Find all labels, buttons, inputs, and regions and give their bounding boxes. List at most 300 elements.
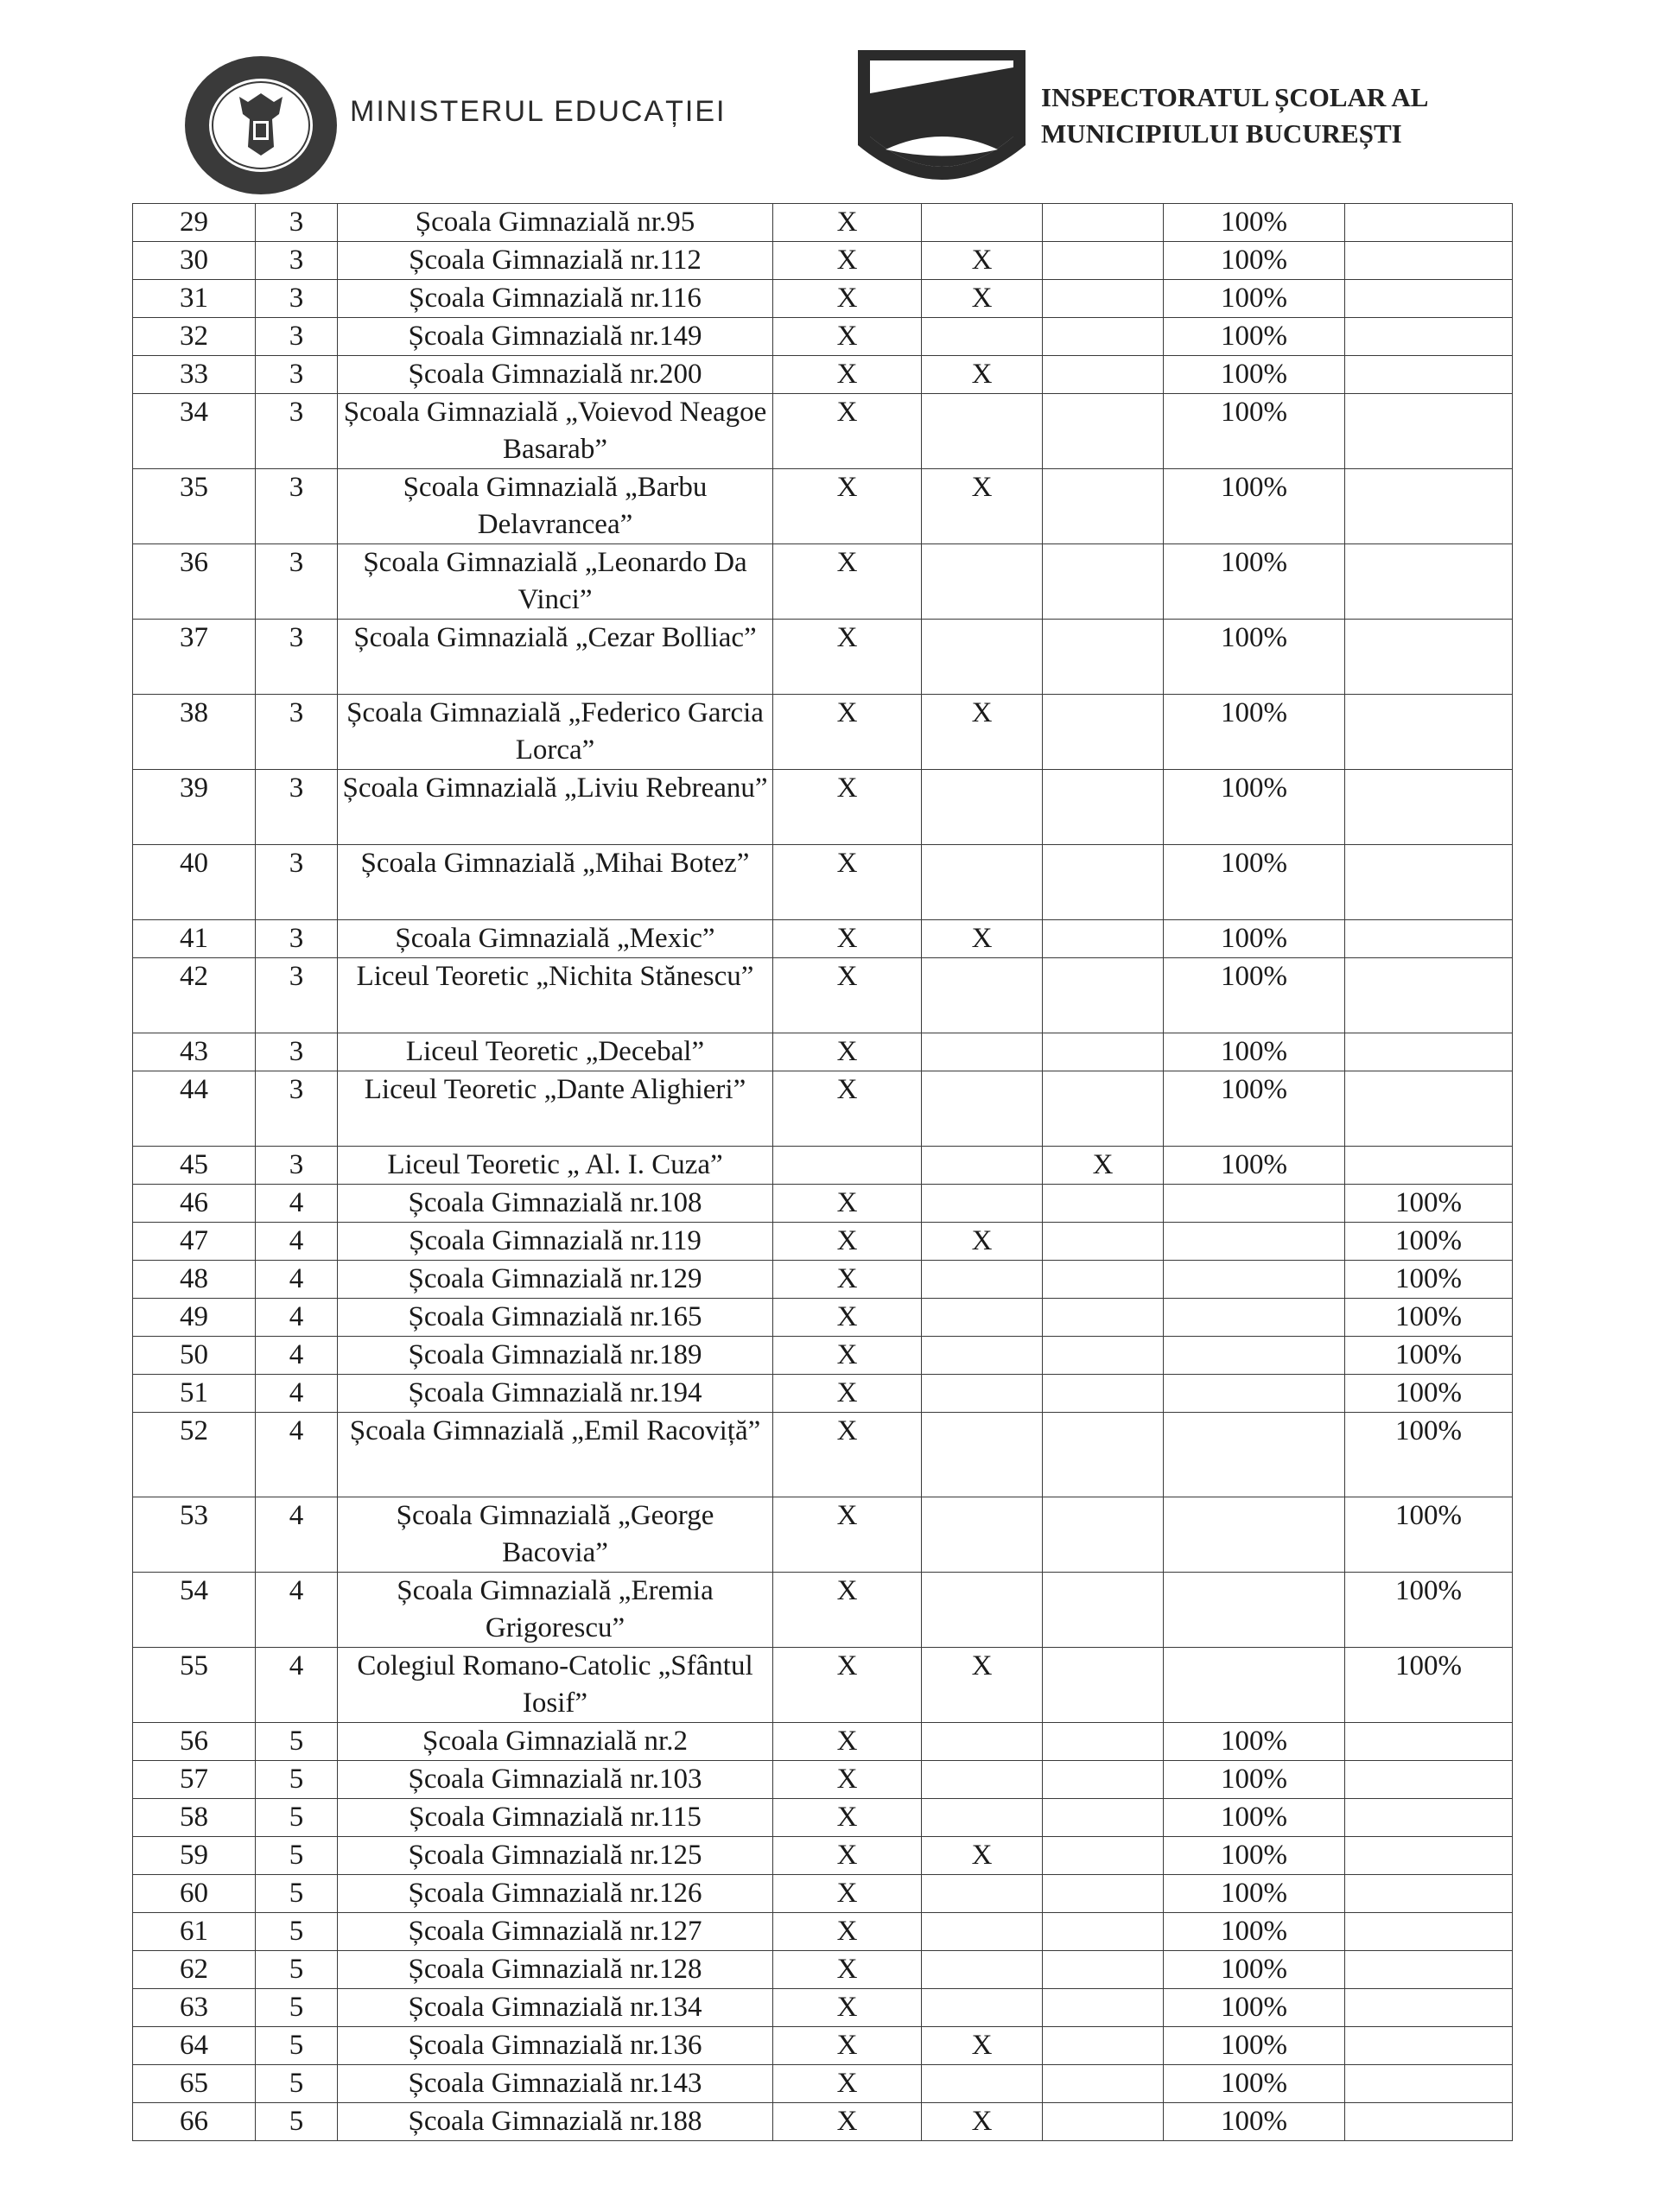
table-row — [133, 318, 1513, 356]
mark-col-2: X — [922, 2103, 1043, 2141]
percent-col-2 — [1345, 1723, 1513, 1761]
row-number: 37 — [133, 620, 256, 695]
mark-col-2 — [922, 1337, 1043, 1375]
mark-col-2: X — [922, 469, 1043, 544]
percent-col-1: 100% — [1164, 2065, 1345, 2103]
percent-col-1: 100% — [1164, 770, 1345, 845]
percent-col-2 — [1345, 469, 1513, 544]
percent-col-2: 100% — [1345, 1261, 1513, 1299]
mark-col-3 — [1043, 469, 1164, 544]
mark-col-3 — [1043, 958, 1164, 1033]
mark-col-3 — [1043, 2027, 1164, 2065]
percent-col-2 — [1345, 2065, 1513, 2103]
sector-cell: 3 — [256, 620, 338, 695]
percent-col-1 — [1164, 1299, 1345, 1337]
percent-col-1: 100% — [1164, 280, 1345, 318]
row-number: 46 — [133, 1185, 256, 1223]
percent-col-1: 100% — [1164, 394, 1345, 469]
percent-col-1: 100% — [1164, 204, 1345, 242]
row-number: 50 — [133, 1337, 256, 1375]
percent-col-2 — [1345, 845, 1513, 920]
sector-cell: 3 — [256, 544, 338, 620]
percent-col-1: 100% — [1164, 1837, 1345, 1875]
mark-col-3 — [1043, 920, 1164, 958]
row-number: 60 — [133, 1875, 256, 1913]
percent-col-2: 100% — [1345, 1337, 1513, 1375]
percent-col-1: 100% — [1164, 1951, 1345, 1989]
mark-col-1: X — [773, 1761, 922, 1799]
mark-col-3 — [1043, 2103, 1164, 2141]
percent-col-2 — [1345, 1799, 1513, 1837]
mark-col-1: X — [773, 1261, 922, 1299]
table-row — [133, 469, 1513, 544]
table-row — [133, 1185, 1513, 1223]
percent-col-2 — [1345, 920, 1513, 958]
school-name: Școala Gimnazială „Federico Garcia Lorca” — [338, 695, 773, 770]
school-name: Școala Gimnazială nr.136 — [338, 2027, 773, 2065]
percent-col-1: 100% — [1164, 1989, 1345, 2027]
mark-col-1: X — [773, 1799, 922, 1837]
mark-col-3 — [1043, 1913, 1164, 1951]
percent-col-1 — [1164, 1648, 1345, 1723]
mark-col-1: X — [773, 1033, 922, 1071]
table-row — [133, 1761, 1513, 1799]
sector-cell: 3 — [256, 845, 338, 920]
school-name: Școala Gimnazială nr.143 — [338, 2065, 773, 2103]
school-name: Școala Gimnazială „Mexic” — [338, 920, 773, 958]
mark-col-2 — [922, 1071, 1043, 1147]
mark-col-1: X — [773, 1375, 922, 1413]
row-number: 55 — [133, 1648, 256, 1723]
percent-col-2: 100% — [1345, 1573, 1513, 1648]
school-name: Liceul Teoretic „Dante Alighieri” — [338, 1071, 773, 1147]
sector-cell: 4 — [256, 1648, 338, 1723]
sector-cell: 5 — [256, 1913, 338, 1951]
mark-col-2 — [922, 544, 1043, 620]
sector-cell: 4 — [256, 1375, 338, 1413]
mark-col-2 — [922, 1875, 1043, 1913]
mark-col-1: X — [773, 204, 922, 242]
table-row — [133, 1299, 1513, 1337]
table-row — [133, 1723, 1513, 1761]
sector-cell: 4 — [256, 1299, 338, 1337]
sector-cell: 4 — [256, 1413, 338, 1497]
school-name: Școala Gimnazială nr.188 — [338, 2103, 773, 2141]
percent-col-1: 100% — [1164, 318, 1345, 356]
mark-col-3 — [1043, 356, 1164, 394]
mark-col-3 — [1043, 620, 1164, 695]
row-number: 30 — [133, 242, 256, 280]
table-row — [133, 1223, 1513, 1261]
mark-col-3 — [1043, 280, 1164, 318]
sector-cell: 3 — [256, 1033, 338, 1071]
percent-col-1: 100% — [1164, 1761, 1345, 1799]
percent-col-1: 100% — [1164, 469, 1345, 544]
percent-col-2 — [1345, 1147, 1513, 1185]
row-number: 62 — [133, 1951, 256, 1989]
table-row — [133, 920, 1513, 958]
percent-col-2 — [1345, 770, 1513, 845]
percent-col-2 — [1345, 1913, 1513, 1951]
percent-col-1: 100% — [1164, 1875, 1345, 1913]
mark-col-2 — [922, 318, 1043, 356]
mark-col-2 — [922, 1951, 1043, 1989]
mark-col-2: X — [922, 1648, 1043, 1723]
row-number: 34 — [133, 394, 256, 469]
sector-cell: 3 — [256, 958, 338, 1033]
mark-col-3 — [1043, 1337, 1164, 1375]
mark-col-2: X — [922, 695, 1043, 770]
percent-col-1 — [1164, 1413, 1345, 1497]
sector-cell: 5 — [256, 1723, 338, 1761]
percent-col-2 — [1345, 2103, 1513, 2141]
percent-col-2 — [1345, 242, 1513, 280]
government-seal-icon — [179, 52, 343, 199]
mark-col-3 — [1043, 1223, 1164, 1261]
percent-col-2 — [1345, 204, 1513, 242]
mark-col-2 — [922, 1413, 1043, 1497]
percent-col-2: 100% — [1345, 1497, 1513, 1573]
mark-col-1 — [773, 1147, 922, 1185]
table-row — [133, 1375, 1513, 1413]
sector-cell: 4 — [256, 1497, 338, 1573]
mark-col-3 — [1043, 1761, 1164, 1799]
mark-col-1: X — [773, 469, 922, 544]
school-name: Școala Gimnazială nr.2 — [338, 1723, 773, 1761]
table-row — [133, 695, 1513, 770]
mark-col-1: X — [773, 2027, 922, 2065]
mark-col-3 — [1043, 1799, 1164, 1837]
percent-col-2: 100% — [1345, 1375, 1513, 1413]
mark-col-1: X — [773, 394, 922, 469]
table-row — [133, 280, 1513, 318]
sector-cell: 5 — [256, 2065, 338, 2103]
row-number: 41 — [133, 920, 256, 958]
row-number: 45 — [133, 1147, 256, 1185]
mark-col-1: X — [773, 1913, 922, 1951]
percent-col-1: 100% — [1164, 1147, 1345, 1185]
sector-cell: 5 — [256, 1799, 338, 1837]
mark-col-1: X — [773, 1413, 922, 1497]
percent-col-1: 100% — [1164, 1071, 1345, 1147]
school-name: Școala Gimnazială nr.149 — [338, 318, 773, 356]
school-name: Școala Gimnazială nr.108 — [338, 1185, 773, 1223]
table-row — [133, 1573, 1513, 1648]
table-row — [133, 1648, 1513, 1723]
table-row — [133, 394, 1513, 469]
row-number: 63 — [133, 1989, 256, 2027]
row-number: 42 — [133, 958, 256, 1033]
mark-col-2 — [922, 1573, 1043, 1648]
mark-col-1: X — [773, 1989, 922, 2027]
percent-col-1: 100% — [1164, 845, 1345, 920]
mark-col-2 — [922, 1989, 1043, 2027]
table-row — [133, 1497, 1513, 1573]
mark-col-2: X — [922, 356, 1043, 394]
percent-col-1 — [1164, 1261, 1345, 1299]
table-row — [133, 845, 1513, 920]
mark-col-3 — [1043, 1951, 1164, 1989]
percent-col-2 — [1345, 1033, 1513, 1071]
sector-cell: 3 — [256, 242, 338, 280]
row-number: 66 — [133, 2103, 256, 2141]
sector-cell: 4 — [256, 1261, 338, 1299]
mark-col-2 — [922, 620, 1043, 695]
mark-col-2 — [922, 770, 1043, 845]
mark-col-3 — [1043, 2065, 1164, 2103]
sector-cell: 3 — [256, 356, 338, 394]
percent-col-2 — [1345, 1837, 1513, 1875]
mark-col-2 — [922, 1261, 1043, 1299]
school-name: Școala Gimnazială „Barbu Delavrancea” — [338, 469, 773, 544]
school-name: Școala Gimnazială nr.103 — [338, 1761, 773, 1799]
mark-col-3 — [1043, 1648, 1164, 1723]
table-row — [133, 544, 1513, 620]
mark-col-1: X — [773, 1837, 922, 1875]
percent-col-1: 100% — [1164, 1723, 1345, 1761]
row-number: 61 — [133, 1913, 256, 1951]
percent-col-1 — [1164, 1185, 1345, 1223]
percent-col-2 — [1345, 356, 1513, 394]
percent-col-1: 100% — [1164, 695, 1345, 770]
sector-cell: 5 — [256, 1837, 338, 1875]
mark-col-3 — [1043, 394, 1164, 469]
row-number: 36 — [133, 544, 256, 620]
sector-cell: 3 — [256, 204, 338, 242]
school-name: Liceul Teoretic „Decebal” — [338, 1033, 773, 1071]
school-name: Școala Gimnazială nr.112 — [338, 242, 773, 280]
table-row — [133, 2065, 1513, 2103]
ismb-logo-icon — [851, 41, 1032, 197]
percent-col-1: 100% — [1164, 920, 1345, 958]
sector-cell: 3 — [256, 1147, 338, 1185]
percent-col-2 — [1345, 318, 1513, 356]
sector-cell: 3 — [256, 318, 338, 356]
percent-col-2 — [1345, 1761, 1513, 1799]
percent-col-2 — [1345, 1875, 1513, 1913]
row-number: 33 — [133, 356, 256, 394]
schools-table — [132, 203, 1513, 2141]
table-row — [133, 1989, 1513, 2027]
sector-cell: 3 — [256, 1071, 338, 1147]
mark-col-3: X — [1043, 1147, 1164, 1185]
row-number: 35 — [133, 469, 256, 544]
percent-col-1 — [1164, 1375, 1345, 1413]
mark-col-1: X — [773, 695, 922, 770]
mark-col-1: X — [773, 2103, 922, 2141]
row-number: 65 — [133, 2065, 256, 2103]
school-name: Școala Gimnazială nr.194 — [338, 1375, 773, 1413]
table-row — [133, 1261, 1513, 1299]
percent-col-1: 100% — [1164, 620, 1345, 695]
sector-cell: 5 — [256, 1875, 338, 1913]
mark-col-3 — [1043, 544, 1164, 620]
mark-col-1: X — [773, 1497, 922, 1573]
school-name: Școala Gimnazială „Mihai Botez” — [338, 845, 773, 920]
school-name: Școala Gimnazială nr.134 — [338, 1989, 773, 2027]
sector-cell: 3 — [256, 280, 338, 318]
sector-cell: 3 — [256, 695, 338, 770]
school-name: Școala Gimnazială nr.119 — [338, 1223, 773, 1261]
sector-cell: 4 — [256, 1573, 338, 1648]
row-number: 32 — [133, 318, 256, 356]
percent-col-1: 100% — [1164, 1033, 1345, 1071]
row-number: 44 — [133, 1071, 256, 1147]
school-name: Liceul Teoretic „Nichita Stănescu” — [338, 958, 773, 1033]
mark-col-3 — [1043, 1723, 1164, 1761]
table-row — [133, 204, 1513, 242]
school-name: Școala Gimnazială „Eremia Grigorescu” — [338, 1573, 773, 1648]
percent-col-2: 100% — [1345, 1299, 1513, 1337]
mark-col-3 — [1043, 1261, 1164, 1299]
sector-cell: 3 — [256, 394, 338, 469]
school-name: Școala Gimnazială „Liviu Rebreanu” — [338, 770, 773, 845]
row-number: 64 — [133, 2027, 256, 2065]
mark-col-3 — [1043, 1413, 1164, 1497]
mark-col-2 — [922, 1185, 1043, 1223]
school-name: Școala Gimnazială nr.115 — [338, 1799, 773, 1837]
sector-cell: 3 — [256, 920, 338, 958]
mark-col-3 — [1043, 1071, 1164, 1147]
table-row — [133, 1147, 1513, 1185]
percent-col-2 — [1345, 695, 1513, 770]
percent-col-1: 100% — [1164, 2027, 1345, 2065]
row-number: 51 — [133, 1375, 256, 1413]
mark-col-1: X — [773, 1185, 922, 1223]
mark-col-1: X — [773, 958, 922, 1033]
sector-cell: 5 — [256, 2103, 338, 2141]
sector-cell: 4 — [256, 1337, 338, 1375]
table-row — [133, 1413, 1513, 1497]
percent-col-1 — [1164, 1497, 1345, 1573]
inspectorate-name — [1041, 79, 1428, 152]
sector-cell: 5 — [256, 1761, 338, 1799]
sector-cell: 4 — [256, 1185, 338, 1223]
row-number: 38 — [133, 695, 256, 770]
row-number: 52 — [133, 1413, 256, 1497]
school-name: Școala Gimnazială nr.128 — [338, 1951, 773, 1989]
mark-col-2 — [922, 1375, 1043, 1413]
mark-col-2: X — [922, 2027, 1043, 2065]
mark-col-2 — [922, 1033, 1043, 1071]
table-row — [133, 1799, 1513, 1837]
ministry-name: MINISTERUL EDUCAȚIEI — [350, 95, 727, 128]
percent-col-2: 100% — [1345, 1648, 1513, 1723]
row-number: 49 — [133, 1299, 256, 1337]
table-row — [133, 958, 1513, 1033]
table-row — [133, 2027, 1513, 2065]
mark-col-2 — [922, 2065, 1043, 2103]
school-name: Școala Gimnazială nr.127 — [338, 1913, 773, 1951]
mark-col-1: X — [773, 1951, 922, 1989]
row-number: 40 — [133, 845, 256, 920]
percent-col-1 — [1164, 1573, 1345, 1648]
percent-col-2 — [1345, 544, 1513, 620]
table-row — [133, 2103, 1513, 2141]
mark-col-3 — [1043, 242, 1164, 280]
mark-col-2 — [922, 1147, 1043, 1185]
mark-col-1: X — [773, 620, 922, 695]
school-name: Școala Gimnazială nr.95 — [338, 204, 773, 242]
row-number: 31 — [133, 280, 256, 318]
mark-col-1: X — [773, 280, 922, 318]
table-row — [133, 1837, 1513, 1875]
row-number: 29 — [133, 204, 256, 242]
mark-col-1: X — [773, 920, 922, 958]
percent-col-2 — [1345, 620, 1513, 695]
school-name: Școala Gimnazială nr.126 — [338, 1875, 773, 1913]
sector-cell: 5 — [256, 1951, 338, 1989]
mark-col-3 — [1043, 845, 1164, 920]
mark-col-1: X — [773, 318, 922, 356]
row-number: 59 — [133, 1837, 256, 1875]
school-name: Școala Gimnazială nr.116 — [338, 280, 773, 318]
percent-col-2 — [1345, 1989, 1513, 2027]
mark-col-3 — [1043, 1989, 1164, 2027]
percent-col-1: 100% — [1164, 356, 1345, 394]
mark-col-2 — [922, 1299, 1043, 1337]
mark-col-3 — [1043, 1837, 1164, 1875]
mark-col-2 — [922, 394, 1043, 469]
table-row — [133, 1875, 1513, 1913]
mark-col-2: X — [922, 280, 1043, 318]
school-name: Școala Gimnazială nr.125 — [338, 1837, 773, 1875]
mark-col-1: X — [773, 1223, 922, 1261]
table-body — [133, 204, 1513, 2141]
mark-col-1: X — [773, 1573, 922, 1648]
row-number: 54 — [133, 1573, 256, 1648]
percent-col-1: 100% — [1164, 2103, 1345, 2141]
mark-col-1: X — [773, 1723, 922, 1761]
sector-cell: 3 — [256, 770, 338, 845]
table-row — [133, 1337, 1513, 1375]
mark-col-1: X — [773, 544, 922, 620]
percent-col-1: 100% — [1164, 1799, 1345, 1837]
percent-col-2 — [1345, 2027, 1513, 2065]
table-row — [133, 1071, 1513, 1147]
mark-col-2 — [922, 1913, 1043, 1951]
mark-col-3 — [1043, 1573, 1164, 1648]
mark-col-2 — [922, 204, 1043, 242]
table-row — [133, 770, 1513, 845]
mark-col-1: X — [773, 845, 922, 920]
percent-col-2: 100% — [1345, 1223, 1513, 1261]
mark-col-3 — [1043, 1299, 1164, 1337]
percent-col-2 — [1345, 958, 1513, 1033]
document-header — [0, 0, 1670, 203]
percent-col-1 — [1164, 1337, 1345, 1375]
mark-col-1: X — [773, 1299, 922, 1337]
inspectorate-line-1: INSPECTORATUL ȘCOLAR AL — [1041, 82, 1429, 112]
table-row — [133, 1033, 1513, 1071]
table-row — [133, 356, 1513, 394]
sector-cell: 4 — [256, 1223, 338, 1261]
school-name: Școala Gimnazială nr.200 — [338, 356, 773, 394]
row-number: 53 — [133, 1497, 256, 1573]
table-row — [133, 1913, 1513, 1951]
mark-col-2 — [922, 1799, 1043, 1837]
row-number: 39 — [133, 770, 256, 845]
school-name: Școala Gimnazială „Cezar Bolliac” — [338, 620, 773, 695]
percent-col-2: 100% — [1345, 1413, 1513, 1497]
row-number: 56 — [133, 1723, 256, 1761]
mark-col-2 — [922, 1497, 1043, 1573]
percent-col-2 — [1345, 394, 1513, 469]
row-number: 57 — [133, 1761, 256, 1799]
mark-col-1: X — [773, 2065, 922, 2103]
inspectorate-line-2: MUNICIPIULUI BUCUREȘTI — [1041, 118, 1402, 149]
mark-col-2: X — [922, 1837, 1043, 1875]
